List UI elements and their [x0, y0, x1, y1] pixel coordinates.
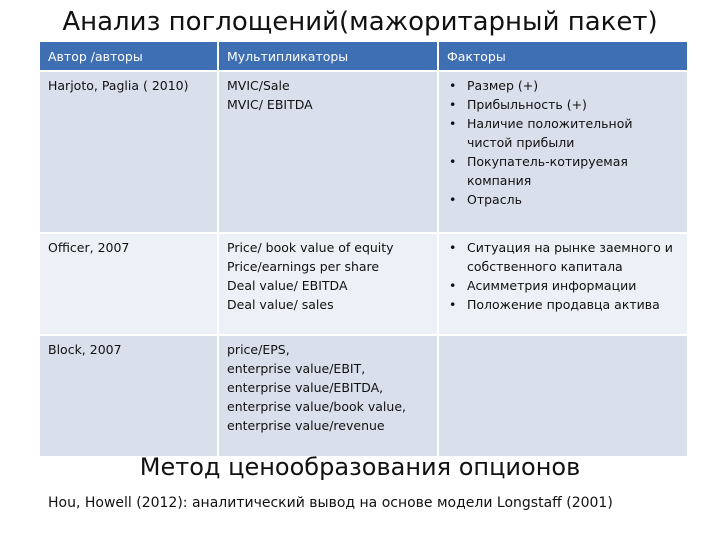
factor-item: • Покупатель-котируемая компания	[467, 152, 679, 190]
table-row	[40, 335, 688, 456]
multiplier-item: MVIC/Sale	[227, 78, 290, 93]
factor-item: • Ситуация на рынке заемного и собственного капитала	[467, 238, 679, 276]
header-authors: Автор /авторы	[40, 42, 218, 71]
reference-note: Hou, Howell (2012): аналитический вывод на основе модели Longstaff (2001)	[48, 495, 613, 511]
author-cell: Block, 2007	[40, 335, 218, 456]
multiplier-item: Deal value/ EBITDA	[227, 278, 348, 293]
factor-item: • Положение продавца актива	[467, 295, 679, 314]
factors-cell	[438, 71, 688, 233]
table-row	[40, 71, 688, 233]
multiplier-item: MVIC/ EBITDA	[227, 97, 313, 112]
multiplier-item: Price/earnings per share	[227, 259, 380, 274]
author-cell: Officer, 2007	[40, 233, 218, 335]
multiplier-item: enterprise value/book value,	[227, 399, 406, 414]
multiplier-item: enterprise value/revenue	[227, 418, 385, 433]
factor-item: • Наличие положительной чистой прибыли	[467, 114, 679, 152]
multiplier-item: Price/ book value of equity	[227, 240, 394, 255]
factors-cell	[438, 335, 688, 456]
header-factors: Факторы	[438, 42, 688, 71]
multiplier-item: Deal value/ sales	[227, 297, 334, 312]
factor-item: • Асимметрия информации	[467, 276, 679, 295]
multipliers-cell	[218, 71, 438, 233]
multiplier-item: enterprise value/EBITDA,	[227, 380, 384, 395]
table-header-row	[40, 42, 688, 71]
factor-item: • Прибыльность (+)	[467, 95, 679, 114]
acquisitions-table	[40, 42, 689, 456]
multipliers-cell	[218, 233, 438, 335]
multiplier-item: price/EPS,	[227, 342, 290, 357]
section-heading: Метод ценообразования опционов	[139, 453, 581, 481]
header-multipliers: Мультипликаторы	[218, 42, 438, 71]
slide-title: Анализ поглощений(мажоритарный пакет)	[62, 7, 658, 37]
factors-cell	[438, 233, 688, 335]
factor-item: • Отрасль	[467, 190, 679, 209]
factor-item: • Размер (+)	[467, 76, 679, 95]
author-cell: Harjoto, Paglia ( 2010)	[40, 71, 218, 233]
multipliers-cell	[218, 335, 438, 456]
table-row	[40, 233, 688, 335]
multiplier-item: enterprise value/EBIT,	[227, 361, 366, 376]
